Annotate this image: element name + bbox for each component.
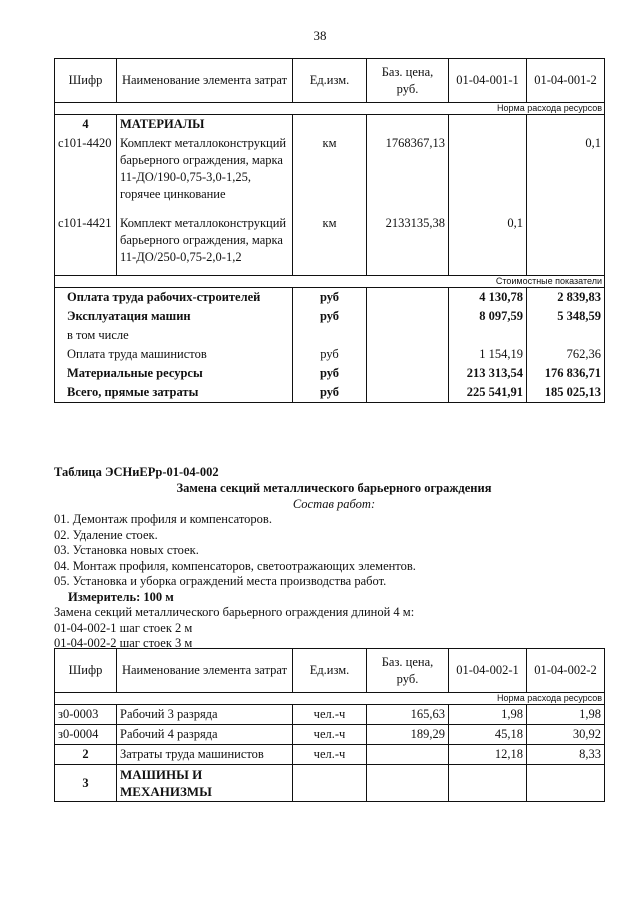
section-title: МАТЕРИАЛЫ: [117, 115, 293, 135]
row-price: 2133135,38: [367, 214, 449, 267]
row-value-1: 12,18: [449, 745, 527, 765]
cost-unit: руб: [293, 364, 367, 383]
cost-unit: руб: [293, 287, 367, 307]
row-value-2: 0,1: [527, 134, 605, 204]
row-unit: чел.-ч: [293, 705, 367, 725]
col-header-code-1: 01-04-001-1: [449, 59, 527, 103]
work-item: 05. Установка и уборка ограждений места производства работ.: [54, 574, 387, 588]
cost-name: Эксплуатация машин: [55, 307, 293, 326]
col-header-code-2: 01-04-002-2: [527, 649, 605, 693]
row-unit: км: [293, 214, 367, 267]
cost-value-1: 1 154,19: [449, 345, 527, 364]
resource-table-1: [54, 58, 605, 403]
row-value-2: 1,98: [527, 705, 605, 725]
cost-value-2: 176 836,71: [527, 364, 605, 383]
cost-name: Оплата труда машинистов: [55, 345, 293, 364]
row-value-1: 45,18: [449, 725, 527, 745]
col-header-price: Баз. цена, руб.: [367, 649, 449, 693]
row-value-2: 8,33: [527, 745, 605, 765]
cost-unit: руб: [293, 383, 367, 403]
section-number: 2: [55, 745, 117, 765]
row-code: з0-0004: [55, 725, 117, 745]
work-item: 01. Демонтаж профиля и компенсаторов.: [54, 512, 272, 526]
row-name: Комплект металлоконструкций барьерного ограждения, марка 11-ДО/190-0,75-3,0-1,25, горячее цинкование: [117, 134, 293, 204]
work-item: 03. Установка новых стоек.: [54, 543, 199, 557]
variant: 01-04-002-2 шаг стоек 3 м: [54, 636, 193, 650]
row-price: 1768367,13: [367, 134, 449, 204]
work-item: 02. Удаление стоек.: [54, 527, 158, 542]
cost-value-1: 213 313,54: [449, 364, 527, 383]
row-name: Рабочий 4 разряда: [117, 725, 293, 745]
norm-label: Норма расхода ресурсов: [55, 693, 605, 705]
row-code: с101-4420: [55, 134, 117, 204]
cost-value-1: 4 130,78: [449, 287, 527, 307]
row-value-2: [527, 214, 605, 267]
row-value-1: 0,1: [449, 214, 527, 267]
row-value-1: [449, 134, 527, 204]
cost-name: Материальные ресурсы: [55, 364, 293, 383]
row-name: Комплект металлоконструкций барьерного ограждения, марка 11-ДО/250-0,75-2,0-1,2: [117, 214, 293, 267]
section-subheading: Состав работ:: [292, 497, 376, 511]
col-header-code: Шифр: [55, 59, 117, 103]
section-title: МАШИНЫ И МЕХАНИЗМЫ: [117, 765, 293, 802]
row-code: з0-0003: [55, 705, 117, 725]
section-number: 4: [55, 115, 117, 135]
col-header-price: Баз. цена, руб.: [367, 59, 449, 103]
row-code: с101-4421: [55, 214, 117, 267]
cost-name: в том числе: [55, 326, 293, 345]
cost-value-2: 2 839,83: [527, 287, 605, 307]
section-number: 3: [55, 765, 117, 802]
row-value-2: 30,92: [527, 725, 605, 745]
row-unit: чел.-ч: [293, 725, 367, 745]
cost-label: Стоимостные показатели: [55, 275, 605, 287]
col-header-code-1: 01-04-002-1: [449, 649, 527, 693]
work-list: [54, 512, 614, 590]
row-name: Затраты труда машинистов: [117, 745, 293, 765]
norm-label: Норма расхода ресурсов: [55, 103, 605, 115]
col-header-name: Наименование элемента затрат: [117, 649, 293, 693]
row-unit: км: [293, 134, 367, 204]
work-item: 04. Монтаж профиля, компенсаторов, светоотражающих элементов.: [54, 558, 416, 573]
col-header-code: Шифр: [55, 649, 117, 693]
cost-value-1: 225 541,91: [449, 383, 527, 403]
cost-value-2: 762,36: [527, 345, 605, 364]
section-heading: Замена секций металлического барьерного ограждения: [176, 481, 492, 495]
page-number: 38: [313, 28, 327, 43]
row-price: 165,63: [367, 705, 449, 725]
measure: Измеритель: 100 м: [68, 590, 174, 604]
resource-table-2: [54, 648, 605, 802]
description: Замена секций металлического барьерного ограждения длиной 4 м:: [54, 605, 415, 619]
cost-unit: руб: [293, 345, 367, 364]
row-unit: чел.-ч: [293, 745, 367, 765]
col-header-unit: Ед.изм.: [293, 59, 367, 103]
table-title: Таблица ЭСНиЕРр-01-04-002: [54, 465, 219, 479]
cost-value-2: 185 025,13: [527, 383, 605, 403]
col-header-code-2: 01-04-001-2: [527, 59, 605, 103]
cost-name: Оплата труда рабочих-строителей: [55, 287, 293, 307]
cost-value-1: 8 097,59: [449, 307, 527, 326]
row-value-1: 1,98: [449, 705, 527, 725]
cost-value-2: 5 348,59: [527, 307, 605, 326]
row-name: Рабочий 3 разряда: [117, 705, 293, 725]
cost-name: Всего, прямые затраты: [55, 383, 293, 403]
col-header-name: Наименование элемента затрат: [117, 59, 293, 103]
variant: 01-04-002-1 шаг стоек 2 м: [54, 621, 193, 635]
cost-unit: руб: [293, 307, 367, 326]
row-price: 189,29: [367, 725, 449, 745]
col-header-unit: Ед.изм.: [293, 649, 367, 693]
